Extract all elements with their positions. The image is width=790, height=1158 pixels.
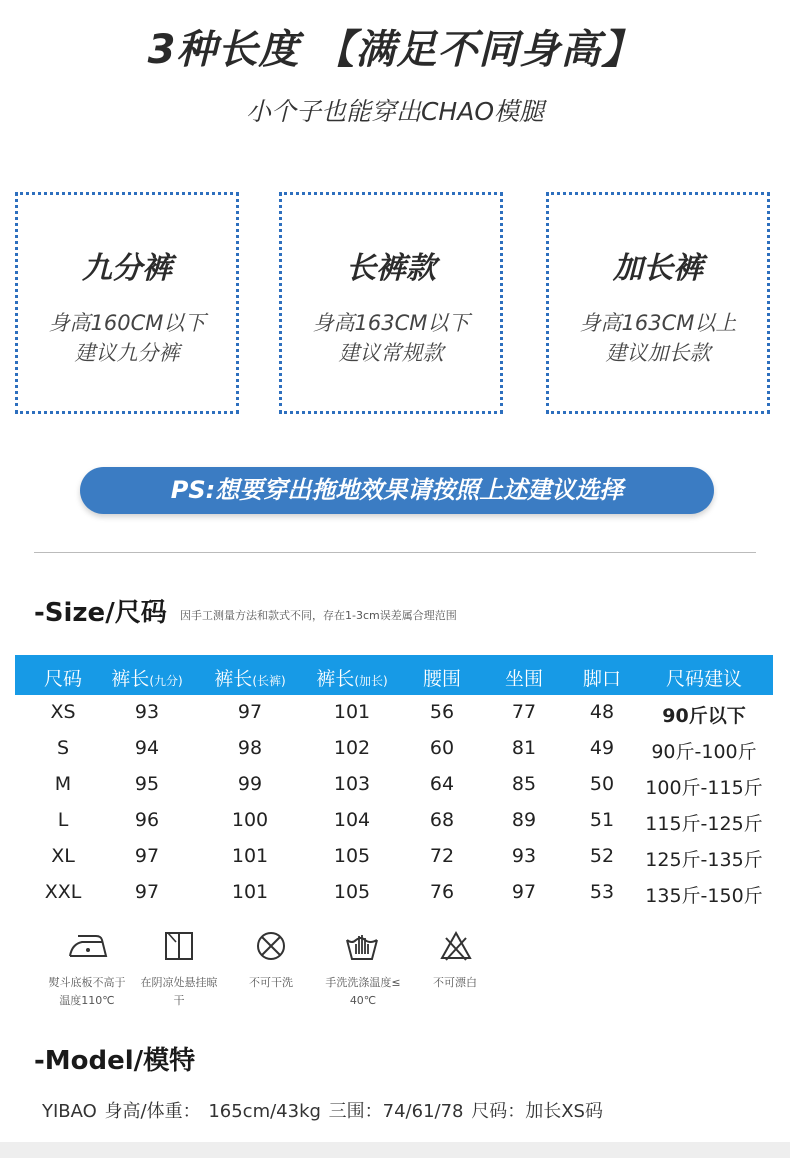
cell-waist: 72 bbox=[429, 845, 455, 867]
cell-waist: 68 bbox=[429, 809, 455, 831]
size-note: 因手工测量方法和款式不同，存在1-3cm误差属合理范围 bbox=[180, 609, 457, 622]
cell-length-ninth: 93 bbox=[134, 701, 160, 723]
cell-size: XL bbox=[51, 845, 75, 867]
header-cell-waist: 腰围 bbox=[422, 668, 461, 690]
cell-hip: 89 bbox=[511, 809, 537, 831]
table-row bbox=[15, 767, 773, 801]
card-title: 长裤款 bbox=[346, 251, 436, 286]
table-row bbox=[15, 803, 773, 837]
cell-suggestion: 100斤-115斤 bbox=[645, 777, 763, 799]
cell-size: XS bbox=[50, 701, 76, 723]
header-cell-length-long: 裤长(加长) bbox=[316, 668, 388, 690]
table-row bbox=[15, 731, 773, 765]
cell-length-regular: 99 bbox=[237, 773, 263, 795]
cell-length-long: 104 bbox=[333, 809, 371, 831]
care-label-hand-wash: 手洗洗涤温度≤ 40℃ bbox=[325, 976, 401, 1007]
hang-dry-icon bbox=[163, 930, 195, 966]
section-divider bbox=[34, 552, 756, 553]
length-card-ninth bbox=[15, 192, 239, 414]
cell-length-regular: 98 bbox=[237, 737, 263, 759]
care-label-iron: 熨斗底板不高于 温度110℃ bbox=[48, 976, 126, 1007]
cell-size: XXL bbox=[44, 881, 82, 903]
cell-length-ninth: 96 bbox=[134, 809, 160, 831]
header-cell-suggestion: 尺码建议 bbox=[665, 668, 742, 690]
header-cell-size: 尺码 bbox=[43, 668, 82, 690]
cell-hem: 50 bbox=[589, 773, 615, 795]
cell-length-ninth: 94 bbox=[134, 737, 160, 759]
length-card-regular bbox=[279, 192, 503, 414]
header-cell-length-regular: 裤长(长裤) bbox=[214, 668, 286, 690]
hand-wash-icon bbox=[344, 930, 380, 966]
cell-suggestion: 125斤-135斤 bbox=[645, 849, 763, 871]
cell-length-long: 105 bbox=[333, 845, 371, 867]
card-height-text: 身高163CM以下 bbox=[312, 311, 470, 335]
cell-size: L bbox=[57, 809, 69, 831]
cell-length-ninth: 97 bbox=[134, 845, 160, 867]
care-label-no-bleach: 不可漂白 bbox=[433, 976, 477, 989]
cell-length-long: 102 bbox=[333, 737, 371, 759]
no-dry-clean-icon bbox=[255, 930, 287, 966]
header-cell-hip: 坐围 bbox=[504, 668, 543, 690]
no-bleach-icon bbox=[440, 930, 472, 966]
ps-banner: PS:想要穿出拖地效果请按照上述建议选择 bbox=[80, 467, 714, 514]
cell-hem: 51 bbox=[589, 809, 615, 831]
cell-length-regular: 100 bbox=[231, 809, 269, 831]
cell-length-ninth: 97 bbox=[134, 881, 160, 903]
card-height-text: 身高163CM以上 bbox=[579, 311, 737, 335]
cell-hip: 97 bbox=[511, 881, 537, 903]
cell-length-long: 101 bbox=[333, 701, 371, 723]
table-row bbox=[15, 839, 773, 873]
cell-waist: 64 bbox=[429, 773, 455, 795]
header-cell-hem: 脚口 bbox=[582, 668, 621, 690]
page-subtitle: 小个子也能穿出CHAO模腿 bbox=[245, 97, 545, 126]
cell-waist: 60 bbox=[429, 737, 455, 759]
cell-suggestion: 90斤以下 bbox=[662, 705, 746, 727]
iron-icon bbox=[66, 930, 110, 966]
cell-hem: 49 bbox=[589, 737, 615, 759]
cell-length-long: 103 bbox=[333, 773, 371, 795]
model-info: YIBAO 身高/体重： 165cm/43kg 三围：74/61/78 尺码：加长XS码 bbox=[42, 1101, 603, 1122]
cell-hip: 93 bbox=[511, 845, 537, 867]
cell-hem: 48 bbox=[589, 701, 615, 723]
cell-length-regular: 101 bbox=[231, 845, 269, 867]
size-table-header bbox=[15, 655, 773, 695]
page-title: 3种长度 【满足不同身高】 bbox=[147, 27, 643, 73]
card-advice-text: 建议九分裤 bbox=[74, 341, 180, 365]
cell-waist: 56 bbox=[429, 701, 455, 723]
card-title: 加长裤 bbox=[613, 251, 703, 286]
bottom-band bbox=[0, 1142, 790, 1158]
care-label-no-dry-clean: 不可干洗 bbox=[249, 976, 293, 989]
cell-suggestion: 90斤-100斤 bbox=[651, 741, 757, 763]
card-advice-text: 建议加长款 bbox=[605, 341, 711, 365]
cell-waist: 76 bbox=[429, 881, 455, 903]
cell-hem: 52 bbox=[589, 845, 615, 867]
cell-suggestion: 115斤-125斤 bbox=[645, 813, 763, 835]
cell-length-regular: 101 bbox=[231, 881, 269, 903]
length-card-long bbox=[546, 192, 770, 414]
cell-hip: 81 bbox=[511, 737, 537, 759]
cell-size: S bbox=[56, 737, 70, 759]
card-advice-text: 建议常规款 bbox=[338, 341, 444, 365]
card-height-text: 身高160CM以下 bbox=[48, 311, 206, 335]
card-title: 九分裤 bbox=[82, 251, 172, 286]
cell-hip: 77 bbox=[511, 701, 537, 723]
header-cell-length-ninth: 裤长(九分) bbox=[111, 668, 183, 690]
model-heading: -Model/模特 bbox=[34, 1046, 196, 1076]
cell-length-long: 105 bbox=[333, 881, 371, 903]
cell-length-ninth: 95 bbox=[134, 773, 160, 795]
size-heading: -Size/尺码 bbox=[34, 598, 167, 628]
cell-hip: 85 bbox=[511, 773, 537, 795]
cell-suggestion: 135斤-150斤 bbox=[645, 885, 763, 907]
care-label-hang-dry: 在阴凉处悬挂晾 干 bbox=[140, 976, 218, 1007]
cell-length-regular: 97 bbox=[237, 701, 263, 723]
cell-hem: 53 bbox=[589, 881, 615, 903]
table-row bbox=[15, 875, 773, 909]
table-row bbox=[15, 695, 773, 729]
cell-size: M bbox=[54, 773, 72, 795]
